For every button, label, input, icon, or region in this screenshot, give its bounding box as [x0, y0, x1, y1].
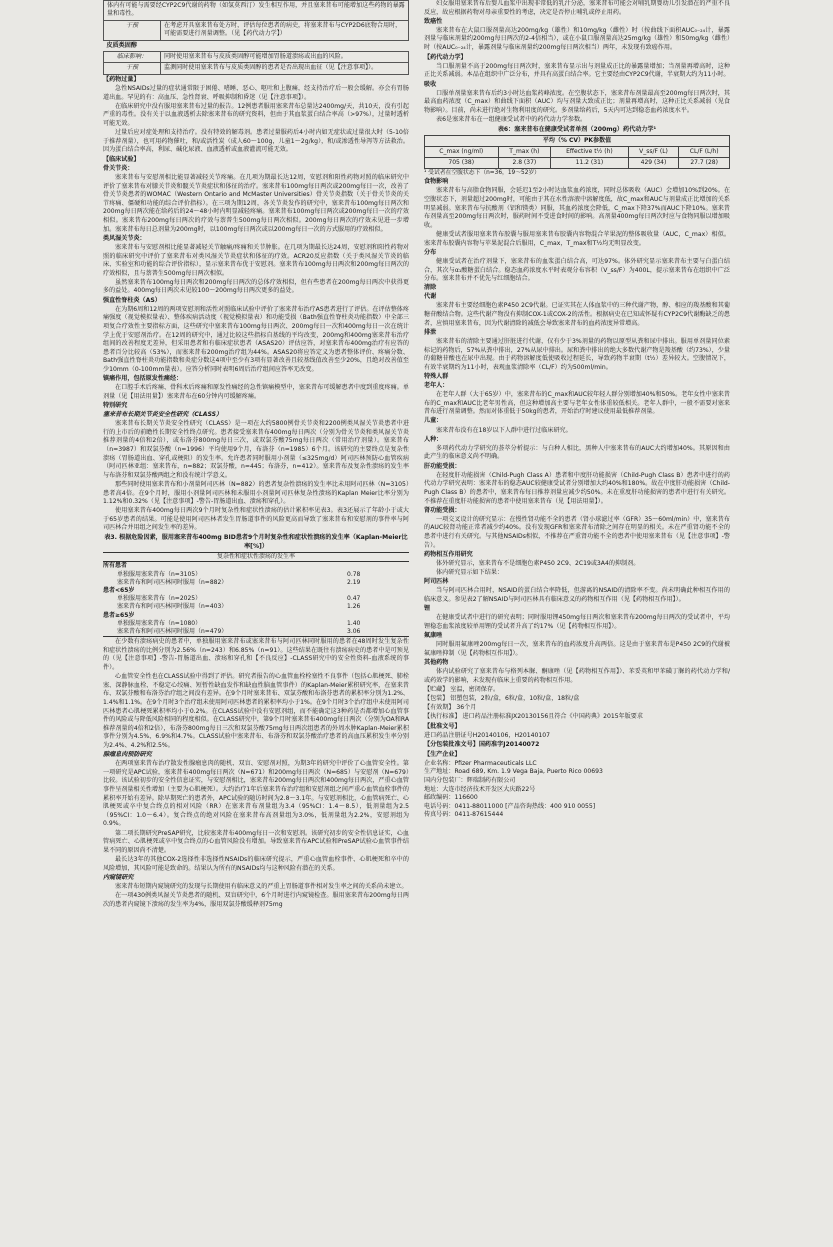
pk-table-superheader: 平均（% CV）PK参数值	[425, 136, 730, 147]
standard-line: 【执行标准】 进口药品注册标准JX20130156且符合《中国药典》2015年版要求	[424, 713, 643, 721]
paragraph: 塞来昔布与安慰剂相比能显著减轻关节触痛/疼痛和关节肿胀。在几项为期最长达24周，安慰剂和阳性药物对照的临床研究中评价了塞来昔布对类风湿关节炎症状和体征的疗效。ACR20反应指数（关于类风湿关节炎的临床、实验室和功能的综合评价指标），显示塞来昔布优于安慰剂。塞来昔布100mg每日两次和200mg每日两次的疗效相似，且与萘普生500mg每日两次相似。	[103, 243, 409, 277]
manufacturer-line: 国内分包装厂：辉瑞制药有限公司	[424, 777, 516, 785]
paragraph: 塞来昔布没有在18岁以下人群中进行过临床研究。	[436, 426, 572, 434]
interaction-key: 临床影响：	[104, 52, 161, 63]
pk-table-header: CL/F (L/h)	[679, 147, 730, 158]
pk-table-header: V_ss/F (L)	[628, 147, 679, 158]
paragraph: 在老年人群（大于65岁）中，塞来昔布的C_max和AUC较年轻人群分别增加40%和50%。老年女性中塞来昔布的C_max和AUC比老年男性高，但这种增加高主要与老年女性体重较低相关。老年人群中，一般不需要对塞来昔布进行剂量调整。然而对体重低于50kg的患者，开始治疗时建议使用最低推荐剂量。	[424, 391, 730, 416]
subheading: 食物影响	[424, 178, 449, 186]
paragraph: 塞来昔布主要经细胞色素P450 2C9代谢。已证实其在人体血浆中的三种代谢产物，醇、相应的羧基酸和其葡糖苷酸结合物。这些代谢产物没有抑制COX-1或COX-2的活性。根据病史在已知或怀疑有CYP2C9代谢酶缺乏的患者，应慎用塞来昔布，因为代谢清除的减低会导致塞来昔布的血药浓度异常增高。	[424, 302, 730, 327]
ulcer-rate-table	[103, 552, 409, 637]
table-footnote: ¹ 受试者在空腹状态下（n=36，19～52岁）	[424, 170, 540, 177]
subheading: 腺瘤息肉预防研究	[103, 751, 152, 759]
subheading: 镇痛作用，包括原发性痛经：	[103, 375, 183, 383]
subheading: 氟康唑	[424, 631, 443, 639]
paragraph: 心血管安全性也在CLASS试验中得到了评估。研究者报告的心血管血栓栓塞性不良事件（包括心肌梗死、肺栓塞、深静脉血栓、不稳定心绞痛、短暂性缺血发作和缺血性脑血管事件）的Kaplan-Meier累积研究率，在塞来昔布、双氯芬酸和布洛芬治疗组之间没有差异。在9个月时塞来昔布、双氯芬酸和布洛芬患者的累积率分别为1.2%、1.4%和1.1%。在9个月时3个治疗组未使用阿司匹林患者的累积率均小于1%。在9个月时3个治疗组中未使用阿司匹林患者心肌梗死累积率均小于0.2%。在CLASS试验中没有安慰剂组，而不能确定这3种药是否都增加心血管事件的风险或与降低风险相同的程度相似。在CLASS研究中，第9个月时塞来昔布400mg每日两次（分别为OA和RA推荐剂量的4倍和2倍），布洛芬800mg每日三次和双氯芬酸75mg每日两次组患者的外周水肿Kaplan-Meier累积事件分别为4.5%、6.9%和4.7%。CLASS试验中塞来昔布、布洛芬和双氯芬酸治疗患者的高血压累积发生率分别为2.4%、4.2%和2.5%。	[103, 673, 409, 749]
table-caption: 表3. 根据危险因素，服用塞来昔布400mg BID患者9个月时复杂性和症状性溃疡的发生率（Kaplan-Meier比率[%]）	[104, 534, 408, 550]
paragraph: 在临床研究中没有服用塞来昔布过量的报告。12例患者服用塞来昔布总量达2400mg/天，共10天，没有引起严重的毒性。没有关于以血液透析去除塞来昔布的研究资料，但由于其血浆蛋白结合率高（>97%），过量时透析可能无效。	[103, 102, 409, 127]
paragraph: 在轻度肝功能损害（Child-Pugh Class A）患者和中度肝功能损害（Child-Pugh Class B）患者中进行的药代动力学研究表明：塞来昔布的稳态AUC较健康受试者分别增加大约40%和180%。故在中度肝功能损害（Child-Pugh Class B）的患者中，塞来昔布每日推荐剂量应减少约50%。未在重度肝功能损害的患者中进行有关研究。不推荐在重度肝功能损害的患者中使用塞来昔布（见【用法用量】）。	[424, 471, 730, 505]
interaction-cell: 体内有可能与需要经CYP2C9代谢的药物（如氢莫西汀）发生相互作用，并且塞来昔布可能增加这些药物的暴露量和毒性。	[104, 1, 409, 21]
manufacturer-line: 邮政编码：116600	[424, 794, 478, 802]
table-cell: 0.47	[347, 595, 361, 603]
pk-table-cell: 2.8 (37)	[498, 158, 551, 169]
paragraph: 在两项塞来昔布治疗散发性腺瘤息肉的随机、双盲、安慰剂对照，为期3年的研究中评价了心血管安全性。第一项研究是APC试验，塞来昔布400mg每日两次（N=671）和200mg每日两次（N=685）与安慰剂（N=679）比较。该试验初步的安全性信息证实，与安慰剂相比，塞来昔布200mg每日两次和400mg每日两次，严重心血管事件呈剂量相关性增加（主要为心肌梗死）。大约治疗1年后塞来昔布治疗组和安慰剂组之间严重心血管血栓事件的累积率开始有差异。除早期死亡的患者外，APC试验的随访时间为2.8～3.1年。与安慰剂相比，心血管病死亡、心肌梗死或卒中复合终点的相对风险（RR）在塞来昔布剂量组为3.4（95%CI：1.4～8.5），低剂量组为2.5（95%CI：1.0～6.4）。复合终点的绝对风险在塞来昔布高剂量组为3.0%，低剂量组为2.2%，安慰剂组为0.9%。	[103, 760, 409, 828]
validity-line: 【有效期】 36个月	[424, 704, 477, 712]
subheading: 阿司匹林	[424, 578, 449, 586]
subheading: 人种：	[424, 435, 443, 443]
table-cell: 单独服用塞来昔布（n=3105）	[117, 570, 202, 578]
subheading: 内窥镜研究	[103, 873, 134, 881]
left-column	[103, 0, 409, 1247]
manufacturer-line: 传真号码：0411-87615444	[424, 811, 504, 819]
interaction-table	[103, 0, 409, 75]
table-caption: 表6：塞来昔布在健康受试者单剂（200mg）药代动力学¹	[497, 125, 657, 133]
paragraph: 虽然塞来昔布100mg每日两次和200mg每日两次的总体疗效相似，但有些患者在200mg每日两次中获得更多的益处。400mg每日两次未见较100～200mg每日两次更多的益处。	[103, 278, 409, 295]
subheading: 强直性脊柱炎（AS）	[103, 296, 161, 304]
paragraph: 最长达3年的其他COX-2选择性非选择性NSAIDs的临床研究提示，严重心血管血栓事件、心肌梗死和卒中的风险增加，其风险可能是致命的。结果认为所有的NSAIDs均与这种风险有潜在的关系。	[103, 856, 409, 872]
manufacturer-line: 企业名称：Pfizer Pharmaceuticals LLC	[424, 759, 537, 767]
approval-line: 进口药品注册证号H20140106，H20140107	[424, 731, 551, 739]
table-cell: 2.19	[347, 578, 361, 586]
paragraph: 第二项长期研究PreSAP研究，比较塞来昔布400mg每日一次和安慰剂。该研究初步的安全性信息证实，心血管病死亡、心肌梗死或卒中复合终点的心血管风险没有增加。导致塞来昔布APC试验和PreSAP试验心血管事件结果不同的原因尚不清楚。	[103, 829, 409, 854]
subheading: 药物相互作用研究	[424, 550, 473, 558]
section-heading: 【批准文号】	[424, 722, 461, 730]
subheading: 儿童：	[424, 417, 443, 425]
paragraph: 健康受试者在治疗剂量下，塞来昔布的血浆蛋白结合高，可达97%。体外研究显示塞来昔布主要与白蛋白结合，其次与α₁酸糖蛋白结合。稳态血药浓度水平时表观分布容积（V_ss/F）为400L，提示塞来昔布在组织中广泛分布。塞来昔布并不优先与红细胞结合。	[424, 257, 730, 283]
paragraph: 当与阿司匹林合用时，NSAID的蛋白结合率降低，但游离的NSAID的清除率不变。尚未明确此种相互作用的临床意义。参见表2了解NSAID与阿司匹林具有临床意义的药物相互作用（见【药物相互作用】）。	[424, 587, 730, 603]
paragraph: 健康受试者服用塞来昔布胶囊与服用塞来昔布胶囊内容物混合苹果泥的整体吸收量（AUC，C_max）相似。塞来昔布胶囊内容物与苹果泥混合后服用，C_max，T_max和T½均无明显改变。	[424, 231, 730, 247]
paragraph: 在为期6周和12周的两项安慰剂和活性对照临床试验中评价了塞来昔布治疗AS患者进行了评估。在评估整体疼痛强度（视觉模拟量表）、整体疾病活动度（视觉模拟量表）和功能受损（Bath强直性脊柱炎功能指数）中全部三项复合疗效性主要指标方面，这些研究中塞来昔布100mg每日两次、200mg每日一次和400mg每日一次在统计学上优于安慰剂治疗。在12周的研究中，通过比较这些指标自基线的平均改变，200mg和400mg塞来昔布治疗组间的改善程度无差异，但采用患者和有临床症状患者（ASAS20）评估应答，对塞来昔布400mg治疗有应答的患者百分比较高（53%），而塞来昔布200mg治疗组为44%。ASAS20将应答定义为患者整体评价、疼痛分数、Bath强直性脊柱炎功能指数和炎症分数这4项中至少有3项有显著改善且较基线值改善至少20%，且绝对改善值至少10mm（0-100mm量表）。应答分析同时表明6周后治疗组间应答率无改变。	[103, 305, 409, 373]
manufacturer-line: 电话号码：0411-88011000 [产品咨询热线：400 910 0055]	[424, 802, 596, 810]
subheading: 清除	[424, 284, 437, 292]
interaction-cell: 同时使用塞来昔布与皮质类固醇可能增加胃肠道溃疡或出血的风险。	[161, 52, 409, 63]
paragraph: 塞来昔布短期内窥镜研究的发现与长期使用有临床意义的严重上胃肠道事件相对发生率之间的关系尚未建立。	[115, 882, 408, 890]
paragraph: 当口服剂量不高于200mg每日两次时，塞来昔布显示出与剂量成正比的暴露量增加；当剂量再增高时，这种正比关系减弱。本品在组织中广泛分布，并具有高蛋白结合率。它主要经由CYP2C9代谢，半衰期大约为11小时。	[424, 62, 730, 79]
right-column	[424, 0, 730, 1247]
subheading: 骨关节炎：	[103, 164, 134, 172]
table-subheader: 复杂性和症状性溃疡的发生率	[103, 553, 409, 562]
paragraph: 在少数有溃疡病史的患者中，单独服用塞来昔布或塞来昔布与阿司匹林同时服用的患者在48周时发生复杂性和症状性溃疡的比例分别为2.56%（n=243）和6.85%（n=91）。这些结果在既往有溃疡病史的患者中是可预见的（见【注意事项】-警告-胃肠道出血、溃疡和穿孔和【不良反应】-CLASS研究中的安全性资料-血液系统的事件）。	[103, 638, 409, 672]
paragraph: 在一项430例类风湿关节炎患者的随机、双盲研究中，6个月时进行内窥镜检查。服用塞来昔布200mg每日两次的患者内窥镜下溃疡的发生率为4%，服用双氯芬酸缓释剂75mg	[103, 892, 409, 908]
package-line: 【包装】 铝塑包装，2粒/盒，6粒/盒，10粒/盒，18粒/盒	[424, 694, 580, 702]
table-cell: 塞来昔布和阿司匹林同时服用（n=882）	[117, 578, 228, 586]
subheading: 致癌性	[424, 17, 443, 25]
table-cell: 塞来昔布和阿司匹林同时服用（n=479）	[103, 628, 345, 637]
paragraph: 塞来昔布与安慰剂相比能显著减轻关节疼痛。在几项为期最长达12周，安慰剂和阳性药物对照的临床研究中评价了塞来昔布对膝关节炎和髋关节炎症状和体征的治疗。塞来昔布100mg每日两次或200mg每日一次，改善了骨关节炎患者的WOMAC（Western Ontario and McMaster Universities）骨关节炎指数（关于骨关节炎的关节疼痛、僵硬和功能的综合评价指标）。在三项为期12周，各关节炎发作的研究中，塞来昔布100mg每日两次和200mg每日两次能在给药后的24～48小时内明显减轻疼痛。塞来昔布100mg每日两次或200mg每日一次的疗效相似。塞来昔布200mg每日两次的疗效与萘普生500mg每日两次相似。200mg每日两次的疗效未见进一步增加。塞来昔布每日总剂量为200mg时，以100mg每日两次或以200mg每日一次的方式服用的疗效相似。	[103, 174, 409, 233]
pk-table-cell: 429 (34)	[628, 158, 679, 169]
paragraph: 体外研究显示，塞来昔布不是细胞色素P450 2C9、2C19或3A4的抑制剂。	[436, 559, 640, 567]
pk-table-cell: 705 (38)	[425, 158, 499, 169]
pk-table-cell: 27.7 (28)	[679, 158, 730, 169]
paragraph: 急性NSAIDs过量的症状通常限于困倦、嗜睡、恶心、呕吐和上腹痛，经支持治疗后一般会缓解。亦会有胃肠道出血。罕见的有：高血压、急性肾衰、呼吸抑制和昏迷（见【注意事项】）。	[103, 84, 409, 101]
paragraph: 在口腔手术后疼痛、骨科术后疼痛和原发性痛经的急性镇痛模型中，塞来昔布可缓解患者中度到重度疼痛。单剂量（见【用法用量】）塞来昔布在60分钟内可缓解疼痛。	[103, 384, 409, 400]
subheading: 老年人：	[424, 382, 449, 389]
table-group-name: 所有患者	[103, 562, 128, 570]
paragraph: 过量后应对症处理和支持治疗。没有特效的解毒剂。患者过量服药后4小时内如无症状或过量很大时（5-10倍于推荐剂量），也可用药物催吐，和/或活性炭（成人60～100g，儿童1～2g/kg），和/或渗透性导泻等方法救治。因为蛋白结合率高，利尿、碱化尿液、血液透析或血液灌流可能无效。	[103, 129, 409, 154]
table-cell: 单独服用塞来昔布（n=2025）	[117, 595, 202, 603]
manufacturer-block	[424, 760, 730, 820]
subheading: 吸收	[424, 80, 437, 88]
interaction-cell: 在考虑开具塞来昔布处方时，评估每位患者的病史，将塞来昔布与CYP2D6底物合用时，可能需要进行剂量调整。（见【药代动力学】）	[161, 20, 409, 40]
subheading: 特殊人群	[424, 372, 449, 380]
table-cell: 1.40	[347, 619, 361, 627]
pk-table-header: C_max (ng/ml)	[425, 147, 499, 158]
paragraph: 塞来昔布的清除主要通过肝脏进行代谢，仅有少于3%剂量的药物以原型从粪和尿中排出。服用单剂量同位素标记的药物后，57%从粪中排出，27%从尿中排出。尿和粪中排出的绝大多数代谢产物是羧基酸（约73%），少量的葡糖苷酸也在尿中出现。由于药物溶解度低使吸收过程延长，导致药物半衰期（t½）差异较大。空腹情况下，有效半衰期约为11小时，表观血浆清除率（CL/F）约为500ml/min。	[424, 337, 730, 371]
subheading: 锂	[424, 605, 431, 613]
subheading: 分布	[424, 248, 437, 256]
section-heading: 【药物过量】	[103, 75, 140, 83]
subheading: 塞来昔布长期关节炎安全性研究（CLASS）	[103, 411, 223, 419]
paragraph: 那些同时使用塞来昔布和小剂量阿司匹林（N=882）的患者复杂性溃疡的发生率比未用阿司匹林（N=3105）患者高4倍。在9个月时，服用小剂量阿司匹林和未服用小剂量阿司匹林复杂性溃疡的Kaplan Meier比率分别为1.12%和0.32%（见【注意事项】-警告-胃肠道出血、溃疡和穿孔）。	[103, 480, 409, 506]
subheading: 类风湿关节炎：	[103, 234, 146, 242]
table-cell: 1.26	[347, 603, 361, 611]
manufacturer-line: 地址：大连市经济技术开发区大庆路22号	[424, 785, 536, 793]
section-heading: 【临床试验】	[103, 155, 140, 163]
paragraph: 口服单剂量塞来昔布后约3小时达血浆药峰浓度。在空腹状态下，塞来昔布剂量最高至200mg每日两次时，其最高血药浓度（C_max）和曲线下面积（AUC）均与剂量大致成正比；剂量再增高时，这种正比关系减弱（见食物影响）。目前，尚未进行绝对生物利用度的研究。多剂量给药后，5天内可达到稳态血药浓度水平。	[424, 89, 730, 114]
manufacturer-line: 生产地址：Road 689, Km. 1.9 Vega Baja, Puerto Rico 00693	[424, 768, 603, 776]
interaction-key: 干预	[104, 20, 161, 40]
section-heading: 【药代动力学】	[424, 53, 467, 61]
table-cell: 0.78	[347, 570, 361, 578]
subheading: 肝功能受损：	[424, 462, 461, 470]
pk-table-header: T_max (h)	[498, 147, 551, 158]
paragraph: 塞来昔布与高脂食物同服，会延迟1至2小时达血浆血药浓度，同时总体吸收（AUC）会增加10%到20%。在空腹状态下，剂量超过200mg时，可能由于其在水性溶液中溶解度低，故C_max和AUC与剂量成正比增加的关系明显减弱。塞来昔布与抗酸剂（铝和镁类）同服，其血药浓度会降低，C_max下降37%而AUC下降10%。塞来昔布剂量高至200mg每日两次时，服药时间不受进食时间的影响。高剂量400mg每日两次时应与食物同服以增加吸收。	[424, 187, 730, 229]
paragraph: 体内研究显示如下结果：	[436, 569, 504, 577]
paragraph: 体内试验研究了塞来昔布与格列本脲、酮康唑（见【药物相互作用】）、苯妥英和甲苯磺丁脲的药代动力学和/或药效学的影响，未发现有临床上重要的药物相互作用。	[424, 667, 730, 684]
table-cell: 塞来昔布和阿司匹林同时服用（n=403）	[117, 603, 228, 611]
interaction-cell: 监测同时使用塞来昔布与皮质类固醇的患者是否出现出血征（见【注意事项】）。	[161, 63, 409, 74]
paragraph: 表6是塞来昔布在一组健康受试者中的药代动力学参数。	[436, 116, 587, 123]
paragraph: 在健康受试者中进行的研究表明；同时服用锂450mg每日两次和塞来昔布200mg每日两次的受试者中，平均锂稳态血浆浓度较单用锂的受试者升高了约17%（见【药物相互作用】）。	[424, 614, 730, 630]
subheading: 排泄	[424, 328, 437, 336]
subheading: 其他药物	[424, 658, 449, 666]
section-heading: 【生产企业】	[424, 750, 461, 758]
table-group-name: 患者<65岁	[103, 587, 135, 595]
subheading: 肾功能受损：	[424, 506, 461, 514]
paragraph: 妇女服用塞来昔布后婴儿血浆中出现非常低的乳汁分泌，塞来昔布可能会对哺乳期婴幼儿引发潜在的严重不良反应，故应根据药物对母亲重要性的考虑，决定是否停止哺乳或停止用药。	[424, 0, 730, 16]
subheading: 代谢	[424, 293, 437, 301]
table-group-name: 患者≥65岁	[103, 611, 135, 619]
paragraph: 同时服用氟康唑200mg每日一次，塞来昔布的血药浓度升高两倍。这是由于塞来昔布是P450 2C9的代谢被氟康唑抑制（见【药物相互作用】）。	[424, 641, 730, 657]
table-cell: 3.06	[345, 628, 409, 637]
interaction-section: 皮质类固醇	[104, 40, 409, 51]
paragraph: 塞来昔布在大鼠口服剂量高达200mg/kg（雄性）和10mg/kg（雌性）时（按曲线下面积AUC₀₋₂₄计，暴露剂量与临床剂量约200mg每日两次的2-4倍相当），或在小鼠口服剂量高达25mg/kg（雄性）和50mg/kg（雌性）时（按AUC₀₋₂₄计，暴露剂量与临床剂量约200mg每日两次相当）两年，未发现有致癌作用。	[424, 26, 730, 52]
pk-table-cell: 11.2 (31)	[551, 158, 628, 169]
paragraph: 使用塞来昔布400mg每日两次9个月时复杂性和症状性溃疡的估计累积率见表3。表3还展示了年龄小于或大于65岁患者的结果。可能是使用阿司匹林者发生胃肠道事件的风险更高而导致了塞来昔布和安慰剂的事件率与阿司匹林合并用组之间发生率的差异。	[103, 507, 409, 532]
table-cell: 单独服用塞来昔布（n=1080）	[117, 619, 202, 627]
storage-line: 【贮藏】 室温，密闭保存。	[424, 685, 500, 693]
paragraph: 多项药代动力学研究的荟萃分析提示：与白种人相比，黑种人中塞来昔布的AUC大约增加40%。其原因和由此产生的临床意义尚不明确。	[424, 444, 730, 461]
interaction-key: 干预	[104, 63, 161, 74]
pk-table	[424, 135, 730, 169]
paragraph: 塞来昔布长期关节炎安全性研究（CLASS）是一项在大约5800例骨关节炎和2200例类风湿关节炎患者中进行的上市后的前瞻性长期安全性终点研究。患者接受塞来昔布400mg每日两次（分别为骨关节炎和类风湿关节炎推荐剂量的4倍和2倍），或布洛芬800mg每日三次，或双氯芬酸75mg每日两次（常用治疗剂量）。塞来昔布（n=3987）和双氯芬酸（n=1996）平均使用9个月，布洛芬（n=1985）6个月。该研究的主要终点是复杂性溃疡（胃肠道出血、穿孔或梗阻）的发生率。允许患者同时服用小剂量（≤325mg/d）阿司匹林预防心血管疾病（阿司匹林亚组：塞来昔布，n=882；双氯芬酸，n=445；布洛芬，n=412）。塞来昔布及复杂性溃疡的发生率与布洛芬和双氯芬酸两组之和没有统计学意义。	[103, 420, 409, 479]
pk-table-header: Effective t½ (h)	[551, 147, 628, 158]
pkg-approval-line: 【分包装批准文号】国药准字J20140072	[424, 741, 540, 749]
subheading: 特别研究	[103, 401, 128, 409]
paragraph: 一项交叉设计的研究显示：在慢性肾功能不全的患者（肾小球滤过率（GFR）35～60ml/min）中，塞来昔布的AUC较肾功能正常者减少约40%。没有发现GFR和塞来昔布清除之间存在明显的相关。未在严重肾功能不全的患者中进行有关研究。与其他NSAIDs相似，不推荐在严重肾功能不全的患者中使用塞来昔布（见【注意事项】-警告）。	[424, 515, 730, 549]
